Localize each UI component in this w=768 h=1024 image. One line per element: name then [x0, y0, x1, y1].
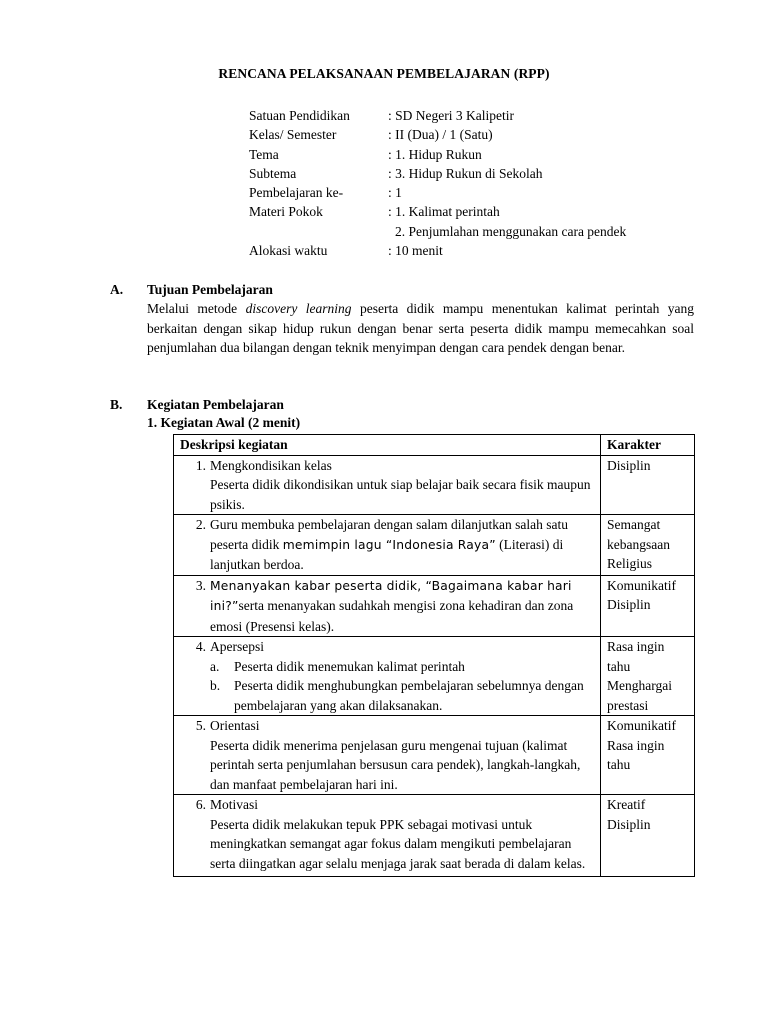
identity-block [249, 106, 626, 260]
info-row: Subtema : 3. Hidup Rukun di Sekolah [249, 165, 543, 181]
table-row: 5. Orientasi Peserta didik menerima penjelasan guru mengenai tujuan (kalimat perintah serta penjumlahan bersusun cara pendek), langkah-langkah, dan manfaat pembelajaran hari ini. Komunikatif Rasa ingin tahu [174, 716, 695, 795]
table-row: 6. Motivasi Peserta didik melakukan tepuk PPK sebagai motivasi untuk meningkatkan semangat agar fokus dalam mengikuti pembelajaran serta diingatkan agar selalu menjaga jarak saat berada di dalam kelas. Kreatif Disiplin [174, 795, 695, 877]
table-row: 2. Guru membuka pembelajaran dengan salam dilanjutkan salah satu peserta didik memimpin lagu “Indonesia Raya” (Literasi) di lanjutkan berdoa. Semangat kebangsaan Religius [174, 515, 695, 576]
table-row: 4. Apersepsi a. Peserta didik menemukan kalimat perintah b. Peserta didik menghubungkan pembelajaran sebelumnya dengan pembelajaran yang akan dilaksanakan. Rasa ingin tahu Menghargai prestasi [174, 637, 695, 716]
header-deskripsi: Deskripsi kegiatan [174, 435, 601, 456]
section-a-heading: A. Tujuan Pembelajaran [110, 282, 273, 297]
info-row: Kelas/ Semester : II (Dua) / 1 (Satu) [249, 127, 493, 143]
info-row: Alokasi waktu : 10 menit [249, 243, 443, 259]
table-row: 1. Mengkondisikan kelas Peserta didik dikondisikan untuk siap belajar baik secara fisik maupun psikis. Disiplin [174, 455, 695, 515]
info-row: Materi Pokok : 1. Kalimat perintah [249, 204, 500, 220]
activity-table [173, 434, 695, 877]
section-a-paragraph: Melalui metode discovery learning peserta didik mampu menentukan kalimat perintah yang berkaitan dengan sikap hidup rukun dengan benar serta peserta didik mampu memecahkan soal penjumlahan dua bilangan dengan teknik menyimpan dengan cara pendek dengan benar. [147, 301, 694, 355]
document-title: RENCANA PELAKSANAAN PEMBELAJARAN (RPP) [218, 66, 550, 81]
table-header [174, 435, 695, 456]
header-karakter: Karakter [601, 435, 695, 456]
section-b-heading: B. Kegiatan Pembelajaran [110, 397, 284, 412]
sub-heading-kegiatan-awal: 1. Kegiatan Awal (2 menit) [147, 415, 301, 430]
table-row: 3. Menanyakan kabar peserta didik, “Bagaimana kabar hari ini?”serta menanyakan sudahkah mengisi zona kehadiran dan zona emosi (Presensi kelas). Komunikatif Disiplin [174, 575, 695, 637]
info-row: Tema : 1. Hidup Rukun [249, 146, 482, 162]
info-row-continuation: 2. Penjumlahan menggunakan cara pendek [395, 223, 627, 239]
info-row: Pembelajaran ke- : 1 [249, 185, 402, 201]
info-row: Satuan Pendidikan : SD Negeri 3 Kalipetir [249, 108, 514, 123]
